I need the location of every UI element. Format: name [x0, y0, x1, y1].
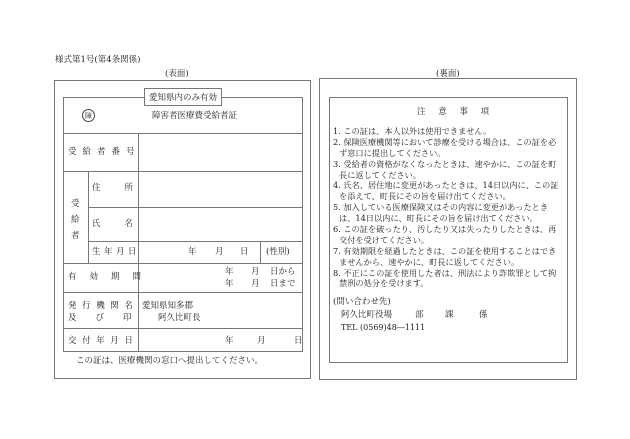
label-recipient-number: 受給者番号	[68, 147, 141, 157]
note-item: 7. 有効期限を経過したときは、この証を使用することはでき	[333, 245, 557, 256]
note-item: 2. 保険医療機関等において診療を受ける場合は、この証を必	[333, 136, 557, 147]
divider	[63, 171, 303, 172]
notes-heading: 注 意 事 項	[417, 107, 495, 117]
divider	[88, 207, 303, 208]
note-item-continuation: 長に返してください。	[339, 169, 421, 180]
contact-dept: 部	[415, 310, 424, 320]
until-year-unit: 年	[225, 279, 234, 289]
note-item: 6. この証を破ったり、汚したり又は失ったりしたときは、再	[333, 224, 557, 235]
note-item-continuation: は、14日以内に、町長にその旨を届け出てください。	[339, 213, 538, 224]
label-address: 住所	[92, 183, 158, 193]
divider	[88, 171, 89, 263]
birth-day-unit: 日	[240, 247, 249, 257]
note-item: 3. 受給者の資格がなくなったときは、速やかに、この証を町	[333, 158, 557, 169]
front-side-label: (表面)	[165, 69, 189, 79]
label-issue-date: 交付年月日	[68, 336, 139, 346]
from-suffix: 日から	[270, 267, 296, 277]
divider	[63, 133, 303, 134]
note-item: 1. この証は、本人以外は使用できません。	[333, 126, 492, 136]
contact-heading: (問い合わせ先)	[333, 297, 391, 307]
form-id: 様式第1号(第4条関係)	[55, 55, 141, 65]
label-issuer: 発行機関名	[68, 301, 139, 311]
note-item-continuation: 禁刑の処分を受けます。	[339, 278, 429, 289]
note-item: 4. 氏名、居住地に変更があったときは、14日以内に、この証	[333, 180, 559, 191]
divider	[63, 328, 303, 329]
from-month-unit: 月	[251, 267, 260, 277]
issuer-value-line2: 阿久比町長	[158, 313, 201, 323]
contact-section: 課	[445, 310, 454, 320]
label-birth-date: 生年月日	[92, 247, 141, 257]
label-name: 氏名	[92, 219, 158, 229]
notes-list	[333, 126, 558, 289]
issue-month-unit: 月	[257, 336, 266, 346]
note-item-continuation: ませんから、速やかに、町長に返してください。	[339, 256, 520, 267]
divider	[88, 241, 303, 242]
divider	[260, 241, 261, 263]
contact-tel: TEL (0569)48―1111	[341, 323, 426, 332]
until-suffix: 日まで	[270, 279, 296, 289]
card-title: 障害者医療費受給者証	[152, 111, 238, 121]
contact-office: 阿久比町役場	[341, 310, 393, 320]
until-month-unit: 月	[251, 279, 260, 289]
issuer-value-line1: 愛知県知多郡	[142, 301, 194, 311]
note-item: 5. 加入している医療保険又はその内容に変更があったとき	[333, 202, 549, 213]
birth-year-unit: 年	[188, 247, 197, 257]
seal-mark-icon: 障	[82, 109, 95, 122]
note-item-continuation: を添えて、町長にその旨を届け出てください。	[339, 191, 511, 202]
label-recipient-group: 受給者	[71, 199, 80, 241]
label-gender: (性別)	[266, 247, 290, 257]
label-issuer-seal: 及び印	[68, 313, 151, 323]
divider	[63, 263, 303, 264]
validity-badge: 愛知県内のみ有効	[144, 88, 222, 106]
contact-unit: 係	[479, 310, 488, 320]
footer-note: この証は、医療機関の窓口へ提出してください。	[76, 356, 264, 366]
back-side-label: (裏面)	[436, 69, 460, 79]
note-item-continuation: 交付を受けてください。	[339, 234, 430, 245]
from-year-unit: 年	[225, 267, 234, 277]
birth-month-unit: 月	[215, 247, 224, 257]
issue-day-unit: 日	[294, 336, 303, 346]
note-item-continuation: ず窓口に提出してください。	[339, 147, 446, 158]
note-item: 8. 不正にこの証を使用した者は、刑法により詐欺罪として拘	[333, 267, 557, 278]
divider	[63, 292, 303, 293]
issue-year-unit: 年	[225, 336, 234, 346]
label-valid-period: 有効期間	[68, 272, 155, 282]
